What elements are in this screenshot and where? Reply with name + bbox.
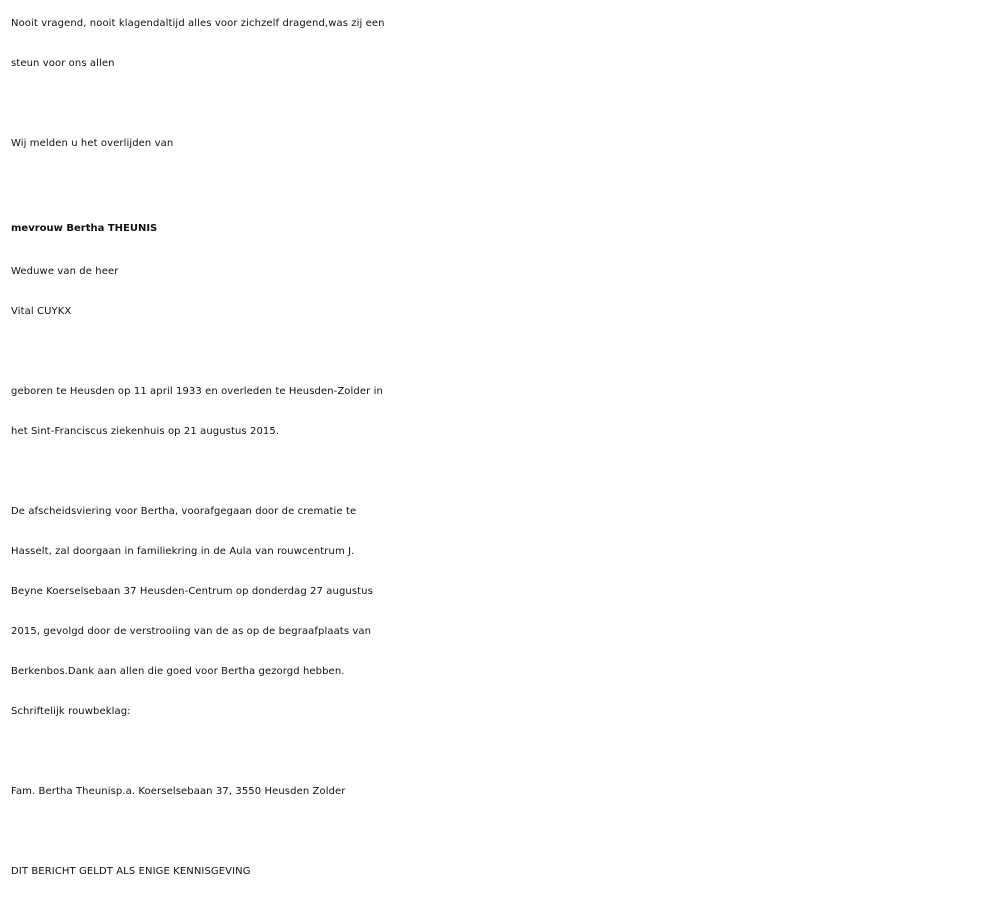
family-address: Fam. Bertha Theunisp.a. Koerselsebaan 37, 3550 Heusden Zolder bbox=[11, 786, 346, 797]
widow-of-line: Weduwe van de heer bbox=[11, 266, 119, 277]
intro-line-2: steun voor ons allen bbox=[11, 58, 115, 69]
ceremony-paragraph bbox=[11, 492, 991, 732]
obituary-document bbox=[11, 4, 991, 892]
deceased-block bbox=[11, 204, 991, 332]
ceremony-line-5: Berkenbos.Dank aan allen die goed voor Bertha gezorgd hebben. bbox=[11, 666, 345, 677]
ceremony-line-3: Beyne Koerselsebaan 37 Heusden-Centrum op donderdag 27 augustus bbox=[11, 586, 373, 597]
announcement-text: Wij melden u het overlijden van bbox=[11, 138, 174, 149]
ceremony-line-1: De afscheidsviering voor Bertha, voorafgegaan door de crematie te bbox=[11, 506, 357, 517]
intro-quote bbox=[11, 4, 991, 84]
condolence-label: Schriftelijk rouwbeklag: bbox=[11, 706, 131, 717]
deceased-name: mevrouw Bertha THEUNIS bbox=[11, 223, 158, 234]
ceremony-line-4: 2015, gevolgd door de verstrooiing van de as op de begraafplaats van bbox=[11, 626, 372, 637]
ceremony-line-2: Hasselt, zal doorgaan in familiekring in de Aula van rouwcentrum J. bbox=[11, 546, 355, 557]
spacer bbox=[11, 332, 991, 372]
spacer bbox=[11, 164, 991, 204]
spacer bbox=[11, 452, 991, 492]
birth-death-paragraph bbox=[11, 372, 991, 452]
intro-line-1: Nooit vragend, nooit klagendaltijd alles voor zichzelf dragend,was zij een bbox=[11, 18, 385, 29]
spacer bbox=[11, 84, 991, 124]
notice-text: DIT BERICHT GELDT ALS ENIGE KENNISGEVING bbox=[11, 866, 251, 877]
spouse-name: Vital CUYKX bbox=[11, 306, 72, 317]
spacer bbox=[11, 732, 991, 772]
birth-death-line-1: geboren te Heusden op 11 april 1933 en overleden te Heusden-Zolder in bbox=[11, 386, 383, 397]
spacer bbox=[11, 812, 991, 852]
birth-death-line-2: het Sint-Franciscus ziekenhuis op 21 augustus 2015. bbox=[11, 426, 280, 437]
